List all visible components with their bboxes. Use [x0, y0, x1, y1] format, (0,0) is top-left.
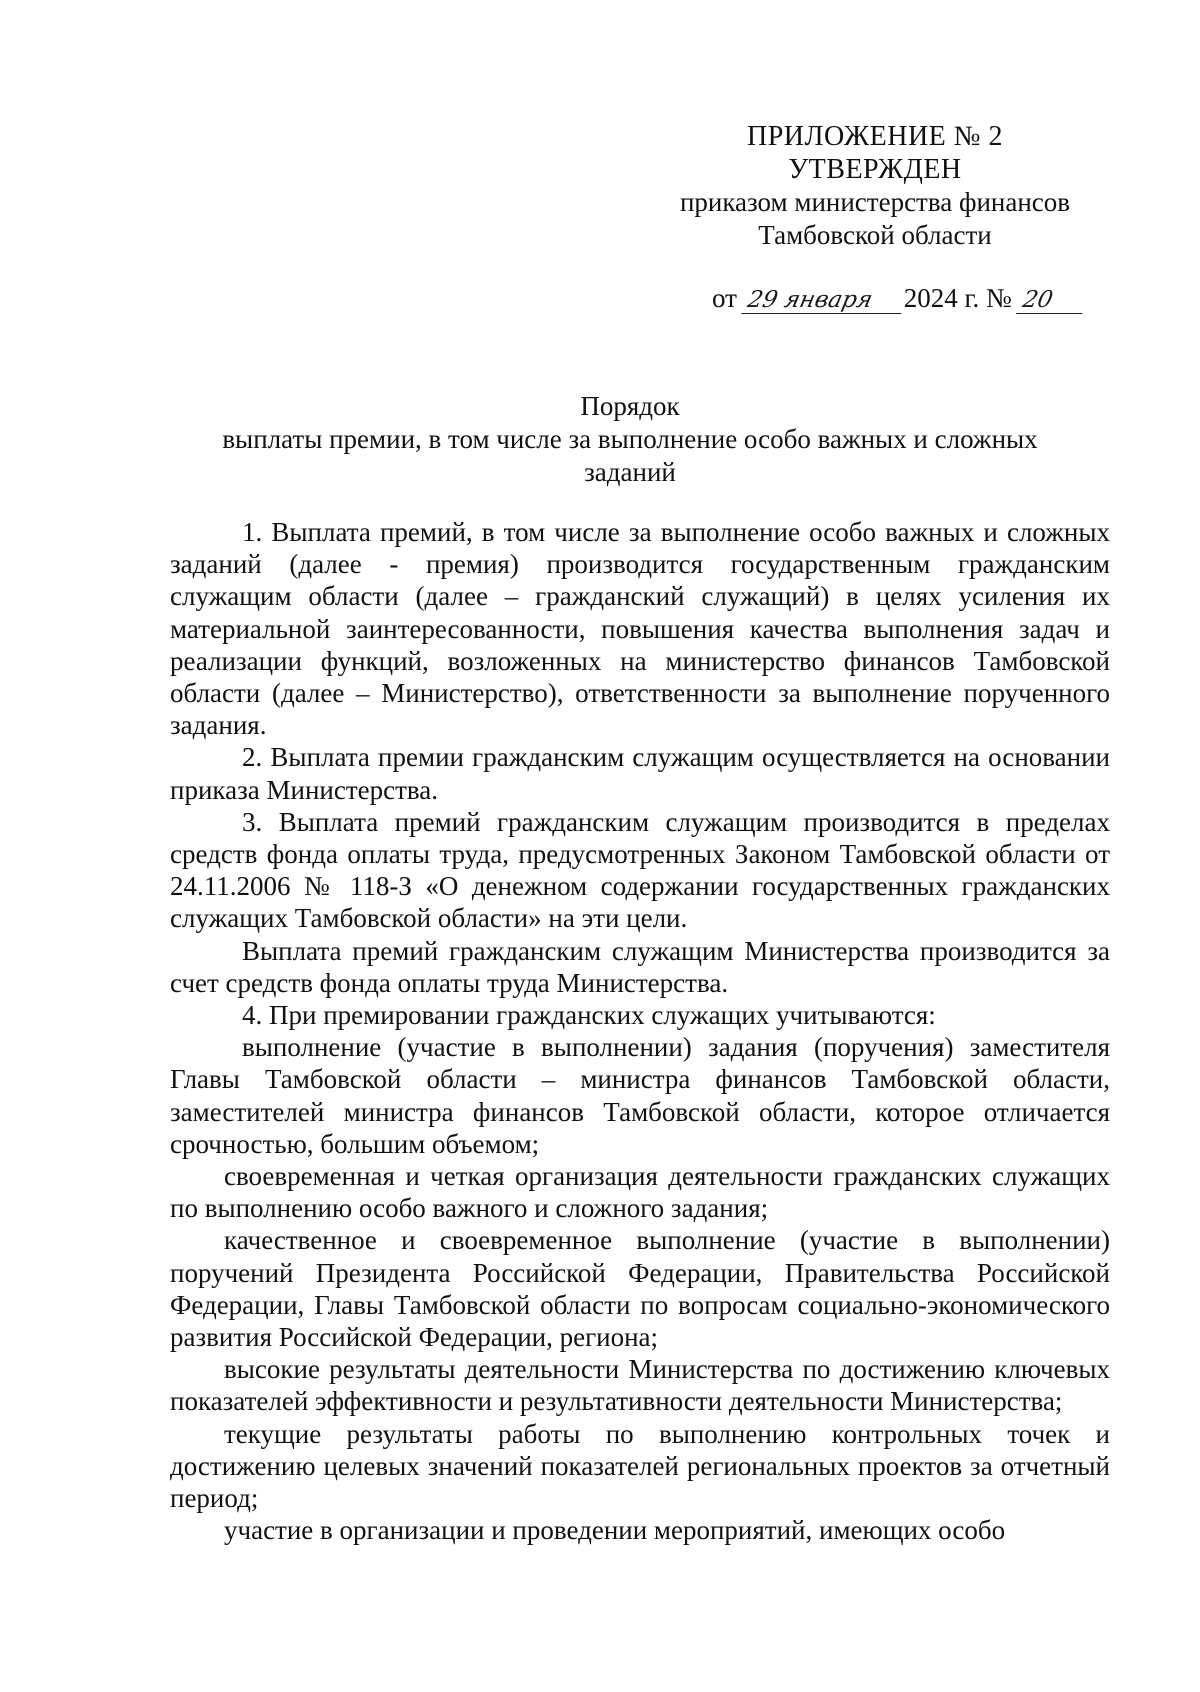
approval-header — [640, 120, 1110, 252]
paragraph: своевременная и четкая организация деятельности гражданских служащих по выполнению особо важного и сложного задания; — [170, 1161, 1110, 1224]
document-title — [190, 390, 1070, 489]
date-prefix: от — [712, 283, 737, 313]
handwritten-date: 29 января — [741, 287, 907, 314]
handwritten-order-number: 20 — [1016, 287, 1088, 314]
region-label: Тамбовской области — [758, 220, 992, 250]
paragraph: 2. Выплата премии гражданским служащим осуществляется на основании приказа Министерства. — [170, 742, 1110, 805]
paragraph: участие в организации и проведении мероприятий, имеющих особо — [224, 1515, 1006, 1546]
paragraph: текущие результаты работы по выполнению контрольных точек и достижению целевых значений показателей региональных проектов за отчетный период; — [170, 1418, 1110, 1514]
order-label: приказом министерства финансов — [679, 187, 1071, 217]
appendix-label: ПРИЛОЖЕНИЕ № 2 — [747, 121, 1003, 152]
paragraph: высокие результаты деятельности Министерства по достижению ключевых показателей эффективности и результативности деятельности Министерства; — [170, 1354, 1110, 1417]
order-date-line — [712, 283, 1085, 314]
paragraph: выполнение (участие в выполнении) задания (поручения) заместителя Главы Тамбовской области – министра финансов Тамбовской области, заместителей министра финансов Тамбовской области, которое отличается срочностью, большим объемом; — [170, 1032, 1110, 1159]
paragraph: качественное и своевременное выполнение (участие в выполнении) поручений Президента Российской Федерации, Правительства Российской Федерации, Главы Тамбовской области по вопросам социально-экономического развития Российской Федерации, региона; — [170, 1225, 1110, 1353]
paragraph: 3. Выплата премий гражданским служащим производится в пределах средств фонда оплаты труда, предусмотренных Законом Тамбовской области от 24.11.2006 № 118-З «О денежном содержании государственных гражданских служащих Тамбовской области» на эти цели. — [170, 806, 1110, 934]
title-line-3: заданий — [584, 457, 676, 487]
order-year-label: 2024 г. № — [903, 283, 1012, 313]
approved-label: УТВЕРЖДЕН — [788, 154, 962, 185]
document-body — [170, 516, 1110, 1547]
paragraph: Выплата премий гражданским служащим Министерства производится за счет средств фонда оплаты труда Министерства. — [170, 935, 1110, 998]
title-line-2: выплаты премии, в том числе за выполнение особо важных и сложных — [222, 424, 1038, 454]
paragraph: 4. При премировании гражданских служащих учитываются: — [242, 1000, 936, 1031]
paragraph: 1. Выплата премий, в том числе за выполнение особо важных и сложных заданий (далее - премия) производится государственным гражданским служащим области (далее – гражданский служащий) в целях усиления их материальной заинтересованности, повышения качества выполнения задач и реализации функций, возложенных на министерство финансов Тамбовской области (далее – Министерство), ответственности за выполнение порученного задания. — [170, 517, 1110, 741]
title-line-1: Порядок — [580, 391, 680, 421]
